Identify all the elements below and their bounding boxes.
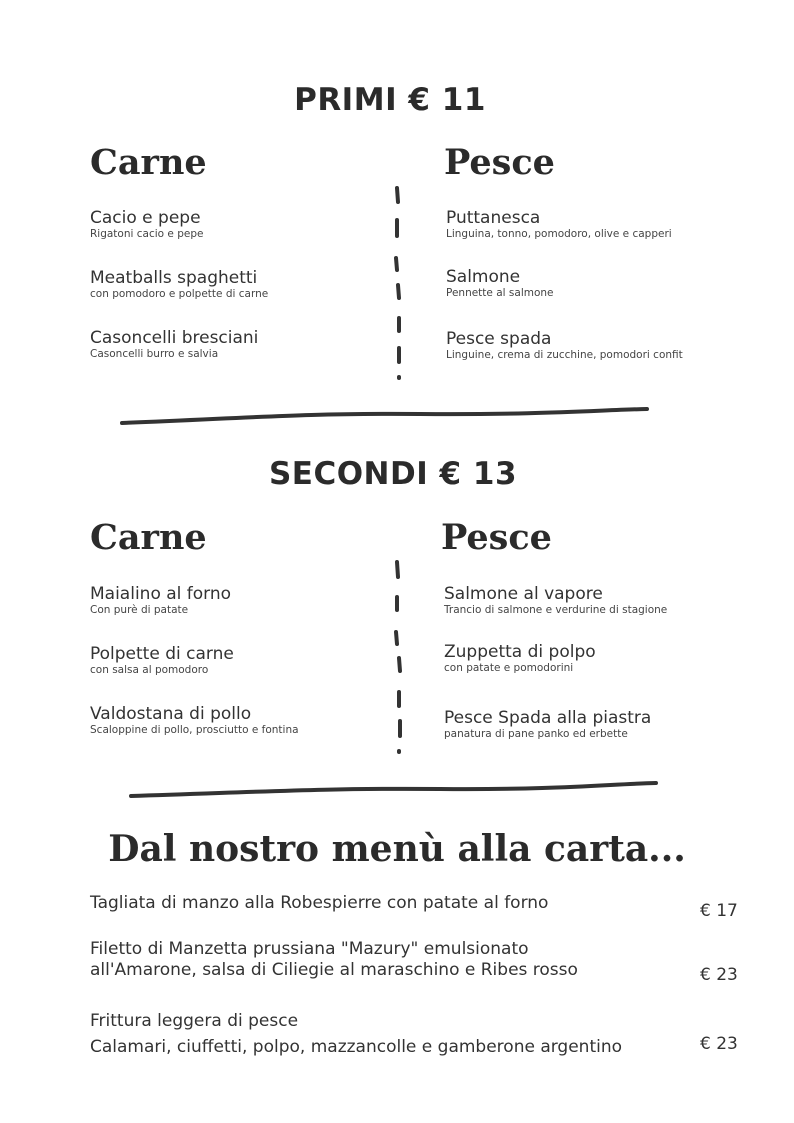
carta-item-line: all'Amarone, salsa di Ciliegie al maraschino e Ribes rosso <box>90 960 578 980</box>
secondi-vertical-divider <box>396 562 400 752</box>
carta-item-line: Tagliata di manzo alla Robespierre con patate al forno <box>90 893 549 913</box>
dish-description: Trancio di salmone e verdurine di stagione <box>444 604 668 616</box>
menu-item <box>90 328 258 361</box>
dish-description: Con purè di patate <box>90 604 189 616</box>
dish-name: Maialino al forno <box>90 584 232 604</box>
primi-divider-line <box>122 409 647 423</box>
carta-item-price: € 23 <box>700 1034 738 1054</box>
carta-item-line: Calamari, ciuffetti, polpo, mazzancolle e gamberone argentino <box>90 1037 623 1057</box>
carta-item <box>90 939 578 981</box>
dish-description: panatura di pane panko ed erbette <box>444 728 628 740</box>
carta-item-line: Frittura leggera di pesce <box>90 1011 299 1031</box>
dish-name: Salmone al vapore <box>444 584 603 604</box>
dish-description: con salsa al pomodoro <box>90 664 209 676</box>
carta-title: Dal nostro menù alla carta... <box>108 828 686 870</box>
dish-name: Pesce Spada alla piastra <box>444 708 652 728</box>
dish-name: Salmone <box>446 267 521 287</box>
menu-item <box>446 208 672 241</box>
dish-description: Scaloppine di pollo, prosciutto e fontina <box>90 724 299 736</box>
dish-name: Casoncelli bresciani <box>90 328 259 348</box>
primi-pesce-heading: Pesce <box>444 142 555 183</box>
dish-description: con pomodoro e polpette di carne <box>90 288 269 300</box>
primi-title: PRIMI € 11 <box>294 82 486 118</box>
dish-name: Cacio e pepe <box>90 208 201 228</box>
menu-item <box>444 642 596 675</box>
menu-item <box>90 268 268 301</box>
primi-carne-heading: Carne <box>90 142 207 183</box>
secondi-title: SECONDI € 13 <box>268 456 518 492</box>
carta-item-price: € 17 <box>700 901 738 921</box>
carta-item-line: Filetto di Manzetta prussiana "Mazury" emulsionato <box>90 939 529 959</box>
dish-description: Rigatoni cacio e pepe <box>90 228 204 240</box>
menu-item <box>446 267 554 300</box>
carta-item <box>90 893 548 914</box>
secondi-carne-heading: Carne <box>90 517 207 558</box>
dish-name: Pesce spada <box>446 329 552 349</box>
secondi-pesce-heading: Pesce <box>441 517 552 558</box>
menu-item <box>444 708 651 741</box>
menu-item <box>446 329 683 362</box>
secondi-divider-line <box>131 783 656 796</box>
dish-name: Zuppetta di polpo <box>444 642 596 662</box>
carta-item-price: € 23 <box>700 965 738 985</box>
menu-item <box>90 644 234 677</box>
menu-item <box>90 584 231 617</box>
carta-item <box>90 1008 622 1060</box>
dish-name: Puttanesca <box>446 208 541 228</box>
dish-name: Meatballs spaghetti <box>90 268 258 288</box>
dish-description: con patate e pomodorini <box>444 662 574 674</box>
dish-name: Valdostana di pollo <box>90 704 252 724</box>
menu-item <box>444 584 667 617</box>
menu-item <box>90 704 299 737</box>
dish-name: Polpette di carne <box>90 644 234 664</box>
dish-description: Linguina, tonno, pomodoro, olive e capperi <box>446 228 672 240</box>
dish-description: Linguine, crema di zucchine, pomodori confit <box>446 349 683 361</box>
menu-item <box>90 208 203 241</box>
dish-description: Pennette al salmone <box>446 287 554 299</box>
primi-vertical-divider <box>396 188 399 378</box>
dish-description: Casoncelli burro e salvia <box>90 348 219 360</box>
